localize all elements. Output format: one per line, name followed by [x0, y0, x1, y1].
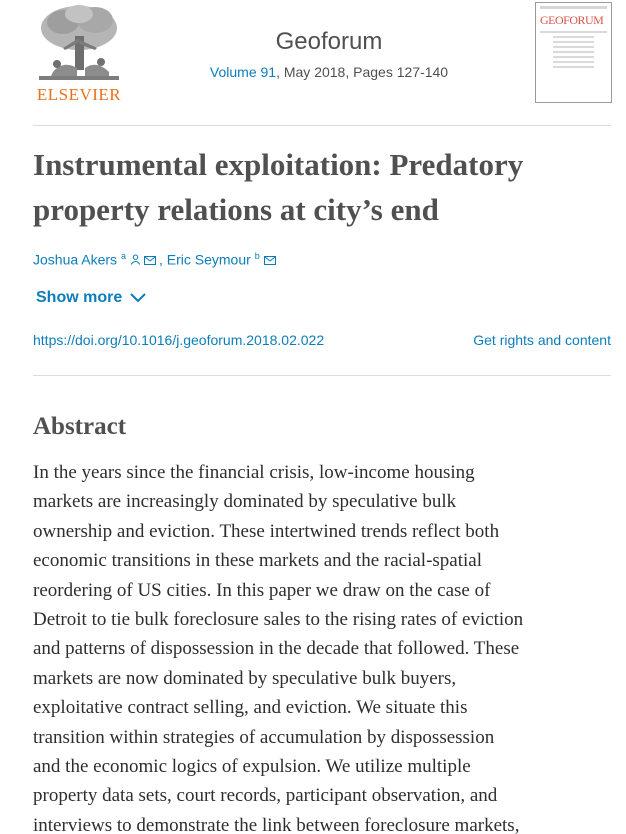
elsevier-logo[interactable] — [33, 2, 125, 103]
abstract-line: Detroit to tie bulk foreclosure sales to the rising rates of eviction — [33, 609, 524, 631]
author-link[interactable]: Eric Seymour — [166, 251, 251, 268]
section-divider — [33, 375, 611, 376]
article-title: Instrumental exploitation: Predatory property relations at city’s end — [33, 147, 524, 227]
person-icon — [130, 256, 144, 268]
abstract-line: reordering of US cities. In this paper we draw on the case of — [33, 579, 491, 601]
abstract-line: markets are increasingly dominated by speculative bulk — [33, 491, 457, 513]
cover-line — [553, 36, 593, 38]
author-link[interactable]: Joshua Akers — [33, 251, 118, 268]
cover-line — [553, 66, 593, 68]
author-separator: , — [158, 251, 167, 268]
author-list — [33, 251, 276, 268]
abstract-line: ownership and eviction. These intertwined trends reflect both — [33, 520, 500, 542]
cover-topbar — [540, 6, 607, 9]
abstract-line: markets are now dominated by speculative bulk buyers, — [33, 667, 457, 689]
envelope-icon[interactable] — [144, 256, 159, 268]
header-divider — [33, 125, 611, 126]
abstract-line: and patterns of dispossession in the decade that followed. These — [33, 638, 520, 660]
publisher-name: ELSEVIER — [36, 85, 122, 104]
journal-issue-info — [140, 64, 518, 80]
abstract-text — [33, 458, 608, 834]
cover-line — [540, 31, 607, 33]
cover-line — [553, 51, 593, 53]
abstract-line: In the years since the financial crisis, low-income housing — [33, 462, 475, 483]
abstract-line: and the economic logics of expulsion. We utilize multiple — [33, 756, 471, 778]
issue-details: , May 2018, Pages 127-140 — [276, 64, 449, 80]
envelope-icon[interactable] — [264, 256, 276, 268]
cover-line — [553, 41, 593, 43]
abstract-heading: Abstract — [33, 413, 127, 440]
show-more-label: Show more — [36, 289, 123, 306]
abstract-line: transition within strategies of accumulation by dispossession — [33, 726, 495, 748]
affiliation-marker[interactable]: b — [254, 251, 260, 261]
abstract-line: exploitative contract selling, and eviction. We situate this — [33, 697, 468, 719]
volume-link[interactable]: Volume 91 — [209, 64, 277, 80]
cover-title: GEOFORUM — [540, 13, 604, 27]
tree-logo-icon — [33, 2, 125, 86]
abstract-line: property data sets, court records, participant observation, and — [33, 785, 498, 807]
journal-title[interactable]: Geoforum — [275, 28, 383, 55]
chevron-down-icon — [130, 293, 146, 303]
doi-link[interactable]: https://doi.org/10.1016/j.geoforum.2018.02.022 — [33, 332, 325, 348]
journal-cover-thumbnail[interactable] — [535, 2, 612, 103]
abstract-line: economic transitions in these markets and the racial-spatial — [33, 550, 482, 572]
show-more-button[interactable] — [36, 289, 146, 307]
abstract-line: interviews to demonstrate the link between foreclosure markets, — [33, 814, 520, 834]
rights-link[interactable]: Get rights and content — [473, 332, 611, 348]
affiliation-marker[interactable]: a — [120, 251, 126, 261]
cover-line — [553, 61, 593, 63]
cover-line — [553, 56, 593, 58]
cover-line — [553, 46, 593, 48]
